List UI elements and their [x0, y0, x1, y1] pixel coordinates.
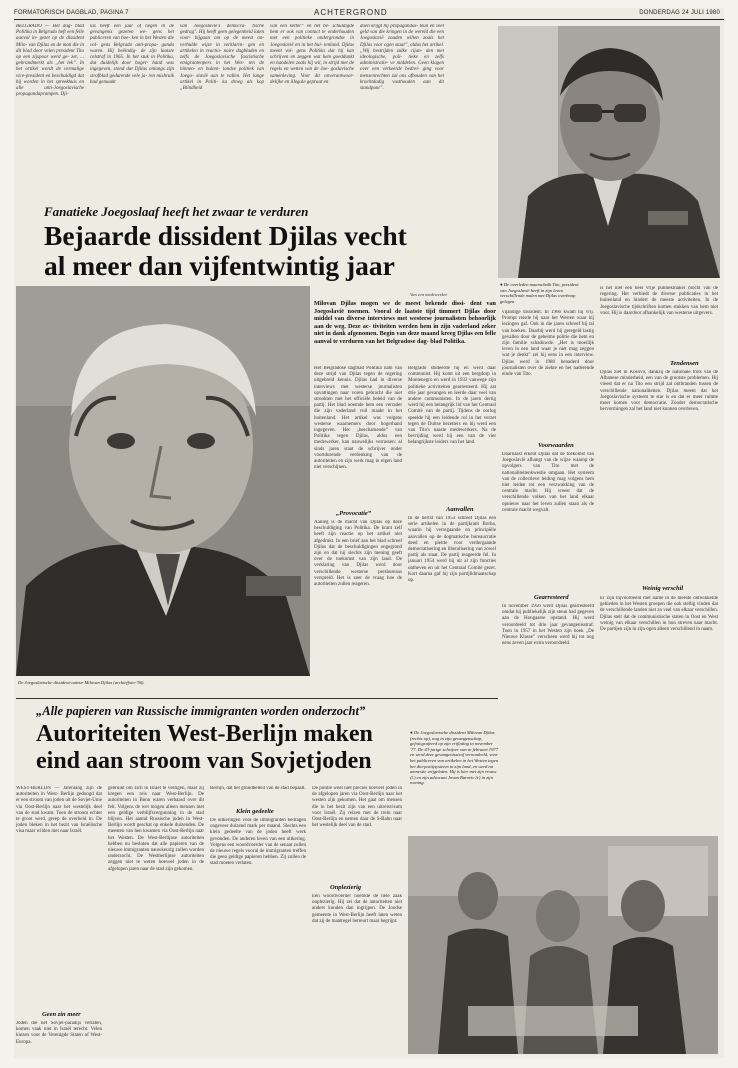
- article1-sub-tendensen: Tendensen: [670, 360, 699, 367]
- article1-sub-aanvallen: Aanvallen: [446, 506, 474, 513]
- article2-headline-1: Autoriteiten West-Berlijn maken: [36, 721, 373, 747]
- article2-col-3: Berlijn, dat het grondbeleid van de stad bepaalt.: [210, 786, 306, 791]
- photo-tito: [498, 26, 720, 278]
- caption-group-photo: ● De Joegoslavische dissident Milovan Djilas (rechts op), nog in zijn gevangenschap, gefotografeerd op zijn vrijlating in november '77. De 43-jarige schrijver van in februari 1977 en werd deze gevangenisstraf veroordeeld, voor het publiceren van artikelen in het Westen tegen het dia-partijsysteem in zijn land, en werd na amnestie vrijgelaten. Hij is hier met zijn vrouw (l.) en zijn advocaat Jovan Barovic (r) in zijn woning.: [410, 730, 499, 786]
- article1-col-b: Belgrado studeerde hij en werd daar communist. Hij komt uit een bergdorp in Montenegro en werd in 1932 vanwege zijn politieke activiteiten gearresteerd. Hij zat drie jaar gevangen en leerde daar veel van andere communisten. In de jaren dertig werd hij een belangrijk lid van het Centraal Comité van de partij. Tijdens de oorlog speelde hij een leidende rol in het verzet tegen de Duitse bezetters en hij werd een van Tito's naaste medewerkers. Na de bevrijding werd hij een van de vier belangrijkste leiders van het land.: [408, 366, 496, 446]
- article2-col-2: gebruikt om zich in Israël te vestigen, maar zij kregen een reis naar West-Berlijn. De autoriteiten in Bonn waren verbaasd over dit feit. Volgens de wet mogen alleen mensen met een geldige verblijfsvergunning in de stad blijven. Het aantal Russische joden in West-Berlijn wordt geschat op enkele duizenden. De meesten van hen kwamen via Oost-Berlijn naar het Westen. De West-Berlijnse autoriteiten hebben nu besloten dat alle papieren van de nieuwe immigranten nauwkeurig zullen worden onderzocht. De Westberlijnse autoriteiten zeggen niet te weten hoeveel joden in de afgelopen jaren naar de stad zijn gekomen.: [108, 786, 204, 872]
- article-divider: [16, 698, 498, 699]
- photo-djilas-family: [408, 836, 718, 1054]
- article2-col-4b: Een woordvoerder noemde de hele zaak onplezierig. Hij zei dat de autoriteiten niet anders konden dan ingrijpen. De Joodse gemeente in West-Berlijn heeft laten weten dat zij de maatregel betreurt maar begrijpt.: [312, 894, 402, 924]
- top-article-col-4: van een ketter” en het be- schuldigde hem er ook van contact te onderhouden met een politieke ondergrondse in Joegoslavië en in het bui- tenland. Djilas meent vol- gens Politika dat hij kan schrijven en zeggen wat hem goeddunkt en handelen zoals hij wil, in strijd met de regels en wetten van de Joe- goslavische samenleving. Voor dit onverantwoor- delijke en illegale gepraat en: [270, 24, 354, 85]
- article1-col-c2: Daarnaast erkent Djilas dat de toekomst van Joegoslavië afhangt van de wijze waarop de opvolgers van Tito met de nationaliteitenkwestie omgaan. Het systeem van de collectieve leiding mag volgens hem niet leiden tot een verzwakking van de centrale macht. Hij vreest dat de verschillende volken van het land elkaar opnieuw naar het leven zullen staan als de centrale macht wegvalt.: [502, 452, 594, 513]
- article1-col-a2: Aanleg is de macht van Djilas op deze beschuldiging van Politika. De krant zelf heeft zijn reactie op het artikel niet afgedrukt. In een brief aan het blad schreef Djilas dat de beschuldigingen ongegrond zijn en dat hij slechts zijn mening geeft over de toekomst van zijn land. De verklaring van Djilas werd door verschillende westerse persbureaus verspreid. Het is zeer de vraag hoe de autoriteiten zullen reageren.: [314, 520, 402, 588]
- article1-lead: Milovan Djilas mogen we de meest bekende dissi- dent van Joegoslavië noemen. Vooral de laatste tijd timmert Djilas door middel van diverse interviews met westerse journalisten behoorlijk aan de weg. Deze ac- tiviteiten werden hem in zijn vaderland zeker niet in dank afgenomen. Begin van deze maand kreeg Djilas een felle aanval te verduren van het Belgradose dag- blad Politika.: [314, 300, 496, 345]
- article2-sub-klein-gedeelte: Klein gedeelte: [236, 808, 274, 815]
- caption-djilas: De Joegoslavische dissident-auteur Milovan Djilas (archieffoto-'56).: [18, 680, 145, 685]
- photo-djilas: [16, 286, 310, 676]
- header-date: DONDERDAG 24 JULI 1980: [639, 10, 720, 16]
- header-left: FORMATORISCH DAGBLAD, PAGINA 7: [14, 10, 129, 16]
- article2-sub-onplezierig: Onplezierig: [330, 884, 362, 891]
- article1-col-b2: In de herfst van 1953 schreef Djilas een serie artikelen in de partijkrant Borba, waarin hij verregaande en principiële aanvallen op de dogmatische bureaucratie deed en pleitte voor verdergaande democratisering en liberalisering van zowel partij als staat. De partij reageerde fel. In januari 1954 werd hij uit al zijn functies ontheven en uit het Centraal Comité gezet. Kort daarna gaf hij zijn partijlidmaatschap op.: [408, 516, 496, 584]
- article1-headline-2: al meer dan vijfentwintig jaar: [44, 250, 395, 281]
- article2-sub-geen-zin-meer: Geen zin meer: [42, 1011, 81, 1018]
- article1-byline: Van een medewerker: [410, 292, 448, 297]
- article1-col-d: is het niet een heel vrije publiekmaker mocht van de regering. Het verbiedt de diverse publicaties in het buitenland en hindert de meeste activiteiten. In de Joegoslavische tijdschriften komen stukken van hem niet voor. Hij is daardoor afhankelijk van westerse uitgevers.: [600, 286, 718, 316]
- article2-col-1b: Joden die het Sovjet-paradijs verlaten, komen vaak niet in Israël terecht. Velen kiezen voor de Verenigde Staten of West-Europa.: [16, 1021, 102, 1045]
- article1-sub-voorwaarden: Voorwaarden: [538, 442, 574, 449]
- article1-kicker: Fanatieke Joegoslaaf heeft het zwaar te verduren: [44, 204, 309, 219]
- article2-col-1: WEST-BERLIJN — Jarenlang zijn de autoriteiten in West- Berlijn gedoogd dat er een stroom van joden uit de Sovjet-Unie via Oost-Berlijn naar het westelijk deel van de stad kwam. Toen de stroom echter te groot werd, greep de overheid in. De joden bleken in het bezit van Israëlische visa maar wilden niet naar Israël.: [16, 786, 102, 835]
- article1-sub-weinig-verschil: Weinig verschil: [642, 585, 684, 592]
- article1-col-c3: In november 1956 werd Djilas gearresteerd omdat hij publiekelijk zijn steun had gegeven aan de Hongaarse opstand. Hij werd veroordeeld tot drie jaar gevangenisstraf. Toen in 1957 in het Westen zijn boek „De Nieuwe Klasse” verscheen werd hij tot nog eens zeven jaar extra veroordeeld.: [502, 604, 594, 647]
- header-rule: [14, 19, 724, 20]
- article1-sub-gearresteerd: Gearresteerd: [534, 594, 569, 601]
- header-section: ACHTERGROND: [314, 8, 388, 17]
- top-article-col-5: doen krijgt hij propagandas- teun en veel geld van die kringen in de wereld die een Joegoslavië zouden willen zoals het Djilas voor ogen staat”, aldus het artikel. „Wij bestrijden zulke cijan- den met ideologische, poli- tieke en zelfs administratie- ve middelen. Geen klagen over een verkeerde bedrei- ging voor mensenrechten zal ons afhouden van het krachtdadig vasthouden aan dit standpunt”.: [360, 24, 444, 92]
- top-article-col-2: las heeft een jaar of negen in de gevangenis gezeten we- gens het publiceren van boe- ken in het Westen die vol- gens Belgrado anti-propa- ganda waren. Hij beëindig- de zijn laatste celstraf in 1965. In het stuk in Politika, dat duidelijk door hoger- hand was ingegeven, stond dat Djilas onlangs zijn strafblad gedurende vele ja- ren misbruik had gemaakt: [90, 24, 174, 85]
- article1-headline-1: Bejaarde dissident Djilas vecht: [44, 220, 407, 251]
- newspaper-page: [14, 8, 724, 1058]
- article2-col-4: De politie weet niet precies hoeveel joden in de afgelopen jaren via Oost-Berlijn naar het westen zijn gekomen. Het gaat om mensen die in het bezit zijn van een uitreisvisum voor Israël. Zij reizen met de trein naar Oost-Berlijn en nemen daar de S-Bahn naar het westelijk deel van de stad.: [312, 786, 402, 829]
- article1-col-a: Het Belgradose dagblad Politika nam van deze strijd van Djilas tegen de regering uitgebreid kennis. Djilas had in diverse interviews met westerse journalisten opvattingen naar voren gebracht die niet strookten met het officiële beleid van de partij. Het blad noemde hem een verrader die zijn vaderland vuil maakt in het buitenland. Het artikel was volgens westerse waarnemers door hogerhand ingegeven. Het „beschamende” van Politika tegen Djilas, aldus een medewerker, kan nauwelijks verrassen: al sinds jaren staat de schrijver onder voortdurende verdenking van de autoriteiten en zijn werk mag in eigen land niet verschijnen.: [314, 366, 402, 471]
- article1-sub-provocatie: „Provocatie”: [336, 510, 372, 517]
- article2-headline-2: eind aan stroom van Sovjetjoden: [36, 748, 372, 774]
- top-article-col-3: van Joegoslavië's democra- tische gedrag". Hij heeft geen gelegenheid laten voor- bijgaan om op de meest on- verhulde wijze in verklarin- gen en artikelen in reactio- naire dagbladen en zelfs de Joegoslavische fascistische emigrantenpers in het Wes- ten de binnen- en buiten- landse politiek van Joego- slavië aan te vallen. Het lange artikel in Politi- ka droeg als kop „Blindheid: [180, 24, 264, 92]
- article1-col-d3: Er zijn bijvoorbeeld met name in de meeste ontwikkelde gebieden in het Westen groepen die ook stellig vinden dat de verschillende landen niet zo veel van elkaar verschillen. Djilas stelt dat de communistische staten in Oost en West weinig van elkaar verschillen in hun streven naar macht. De partijen zijn in zijn ogen alleen verschillend in naam.: [600, 596, 718, 633]
- article2-kicker: „Alle papieren van Russische immigranten worden onderzocht”: [36, 704, 366, 718]
- article2-col-3b: De uitkeringen voor de immigranten bedragen ongeveer duizend mark per maand. Slechts een klein gedeelte van de joden heeft werk gevonden. De anderen leven van een uitkering. Volgens een woordvoerder van de senaat zullen de nieuwe regels vooral de immigranten treffen die geen geldige papieren hebben. Zij zullen de stad moeten verlaten.: [210, 818, 306, 867]
- article1-col-c: vijandige dissident. In 1966 kwam hij vrij. Prompt reisde hij naar het Westen waar hij lezingen gaf. Ook in die jaren schreef hij tal van boeken. Daarbij werd hij geregeld lastig gevallen door de geheime politie die hem en zijn familie schaduwde. „Het is moeilijk leven in een land waar je niet mag zeggen wat je denkt” zei hij eens in een interview. Djilas werd in 1980 benaderd door journalisten over de ziekte en het naderende einde van Tito.: [502, 310, 594, 378]
- caption-tito: ● De overleden maarschalk Tito, president van Joegoslavië heeft in zijn leven verschillende malen met Djilas overhoop gelegen.: [500, 282, 579, 304]
- article1-col-d2: Djilas ziet in Kosovo, dankzij de nationale trots van de Albanese minderheid, een van de grootste problemen. Hij vreest dat er na Tito een strijd zal ontbranden tussen de verschillende nationaliteiten. Djilas meent dat het Joegoslavische systeem te star is en dat er meer ruimte moet komen voor democratie. Zonder democratische hervormingen zal het land niet kunnen overleven.: [600, 370, 718, 413]
- top-article-col-1: BELGRADO — Het dag- blad Politika in Belgrado heft een felle aanval in- gezet op de dissident Milo- van Djilas en de man die in dit blad door velen president Tito op een zijspoor werd ge- zet, ... gebrandmerkt als „het lek”. In het artikel wordt de vermalige vice-president en beschuldigd dat hij worden in het spreekhuis en alle anti-Joegoslavische propagandaprampen. Dji-: [16, 24, 84, 98]
